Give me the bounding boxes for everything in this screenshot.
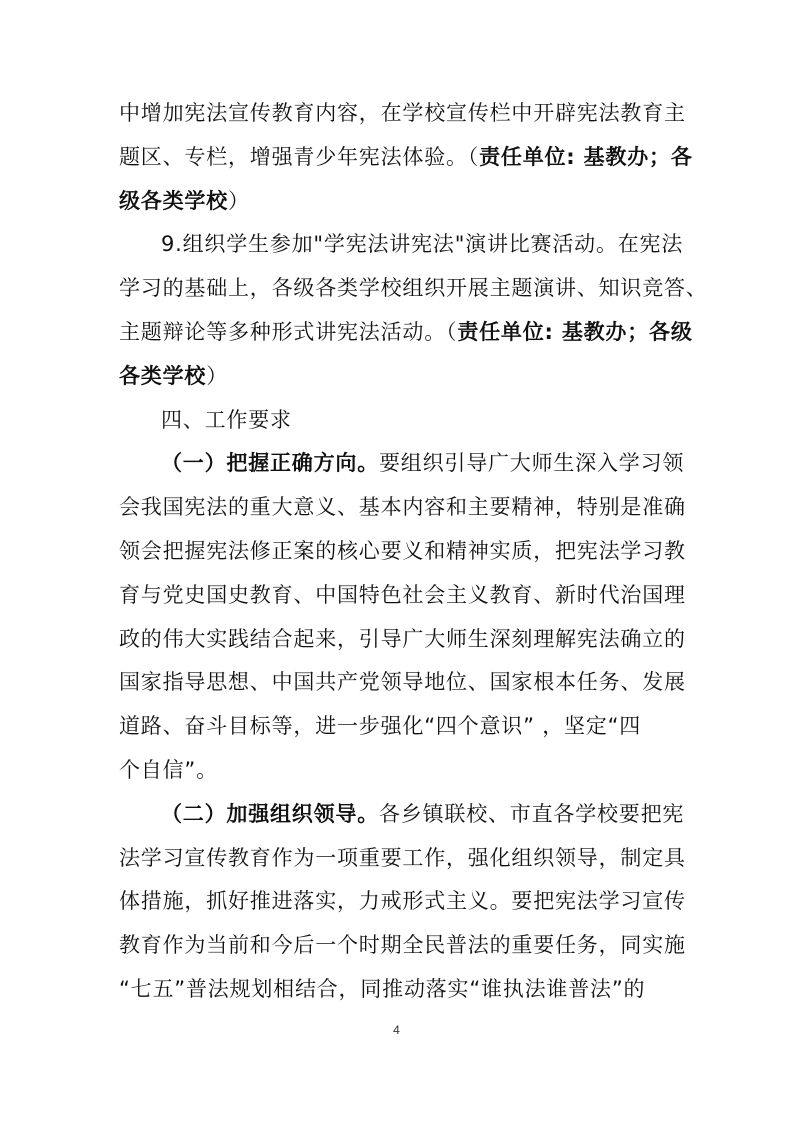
paragraph-text: 各乡镇联校、市直各学校要把宪 — [379, 801, 685, 826]
text-line — [119, 661, 686, 705]
section-heading — [119, 399, 679, 443]
text-line — [119, 180, 679, 224]
paragraph-text: ） — [206, 363, 229, 388]
paragraph-text: 主题辩论等多种形式讲宪法活动。（ — [119, 319, 458, 344]
subsection-title: （二）加强组织领导。 — [161, 801, 379, 826]
paragraph-text: “七五”普法规划相结合，同推动落实“谁执法谁普法”的 — [119, 976, 646, 1001]
responsibility-label: 责任单位: 基教办；各 — [479, 144, 693, 169]
item-heading: 9.组织学生参加"学宪法讲宪法"演讲比赛活动。在宪法 — [161, 232, 684, 257]
paragraph-text: 国家指导思想、中国共产党领导地位、国家根本任务、发展 — [119, 670, 686, 695]
text-line — [119, 749, 679, 793]
text-line — [119, 793, 685, 837]
paragraph-text: 教育作为当前和今后一个时期全民普法的重要任务，同实施 — [119, 933, 686, 958]
paragraph-text: 中增加宪法宣传教育内容，在学校宣传栏中开辟宪法教育主 — [119, 101, 686, 125]
section-title: 四、工作要求 — [161, 407, 292, 432]
responsibility-label: 责任单位: 基教办；各级 — [457, 319, 693, 344]
document-body — [119, 92, 708, 1012]
text-line — [119, 880, 686, 924]
text-line — [119, 837, 686, 881]
text-line — [119, 486, 686, 530]
paragraph-text: 会我国宪法的重大意义、基本内容和主要精神，特别是准确 — [119, 495, 686, 520]
subsection-title: （一）把握正确方向。 — [161, 451, 379, 476]
text-line — [119, 924, 686, 968]
paragraph-text: ） — [228, 188, 250, 213]
text-line — [119, 968, 679, 1012]
paragraph-text: 法学习宣传教育作为一项重要工作，强化组织领导，制定具 — [119, 845, 686, 870]
paragraph-text: 体措施，抓好推进落实，力戒形式主义。要把宪法学习宣传 — [119, 889, 686, 914]
paragraph-text: 学习的基础上，各级各类学校组织开展主题演讲、知识竞答、 — [119, 276, 708, 301]
paragraph-text: 道路、奋斗目标等，进一步强化“四个意识” ，坚定“四 — [119, 714, 642, 739]
text-line — [119, 311, 693, 355]
text-line — [119, 705, 679, 749]
text-line — [119, 355, 679, 399]
text-line — [119, 136, 693, 180]
text-line — [119, 92, 686, 136]
text-line — [119, 267, 708, 311]
paragraph-text: 要组织引导广大师生深入学习领 — [379, 451, 685, 476]
paragraph-text: 育与党史国史教育、中国特色社会主义教育、新时代治国理 — [119, 582, 686, 607]
text-line — [119, 442, 685, 486]
text-line — [119, 223, 684, 267]
paragraph-text: 个自信”。 — [119, 757, 218, 782]
text-line — [119, 530, 686, 574]
responsibility-units: 各类学校 — [119, 363, 207, 388]
paragraph-text: 领会把握宪法修正案的核心要义和精神实质，把宪法学习教 — [119, 538, 686, 563]
paragraph-text: 政的伟大实践结合起来，引导广大师生深刻理解宪法确立的 — [119, 626, 686, 651]
text-line — [119, 574, 686, 618]
paragraph-text: 题区、专栏，增强青少年宪法体验。（ — [119, 144, 480, 169]
page-number: 4 — [393, 1023, 400, 1037]
text-line — [119, 618, 686, 662]
responsibility-units: 级各类学校 — [119, 188, 228, 213]
